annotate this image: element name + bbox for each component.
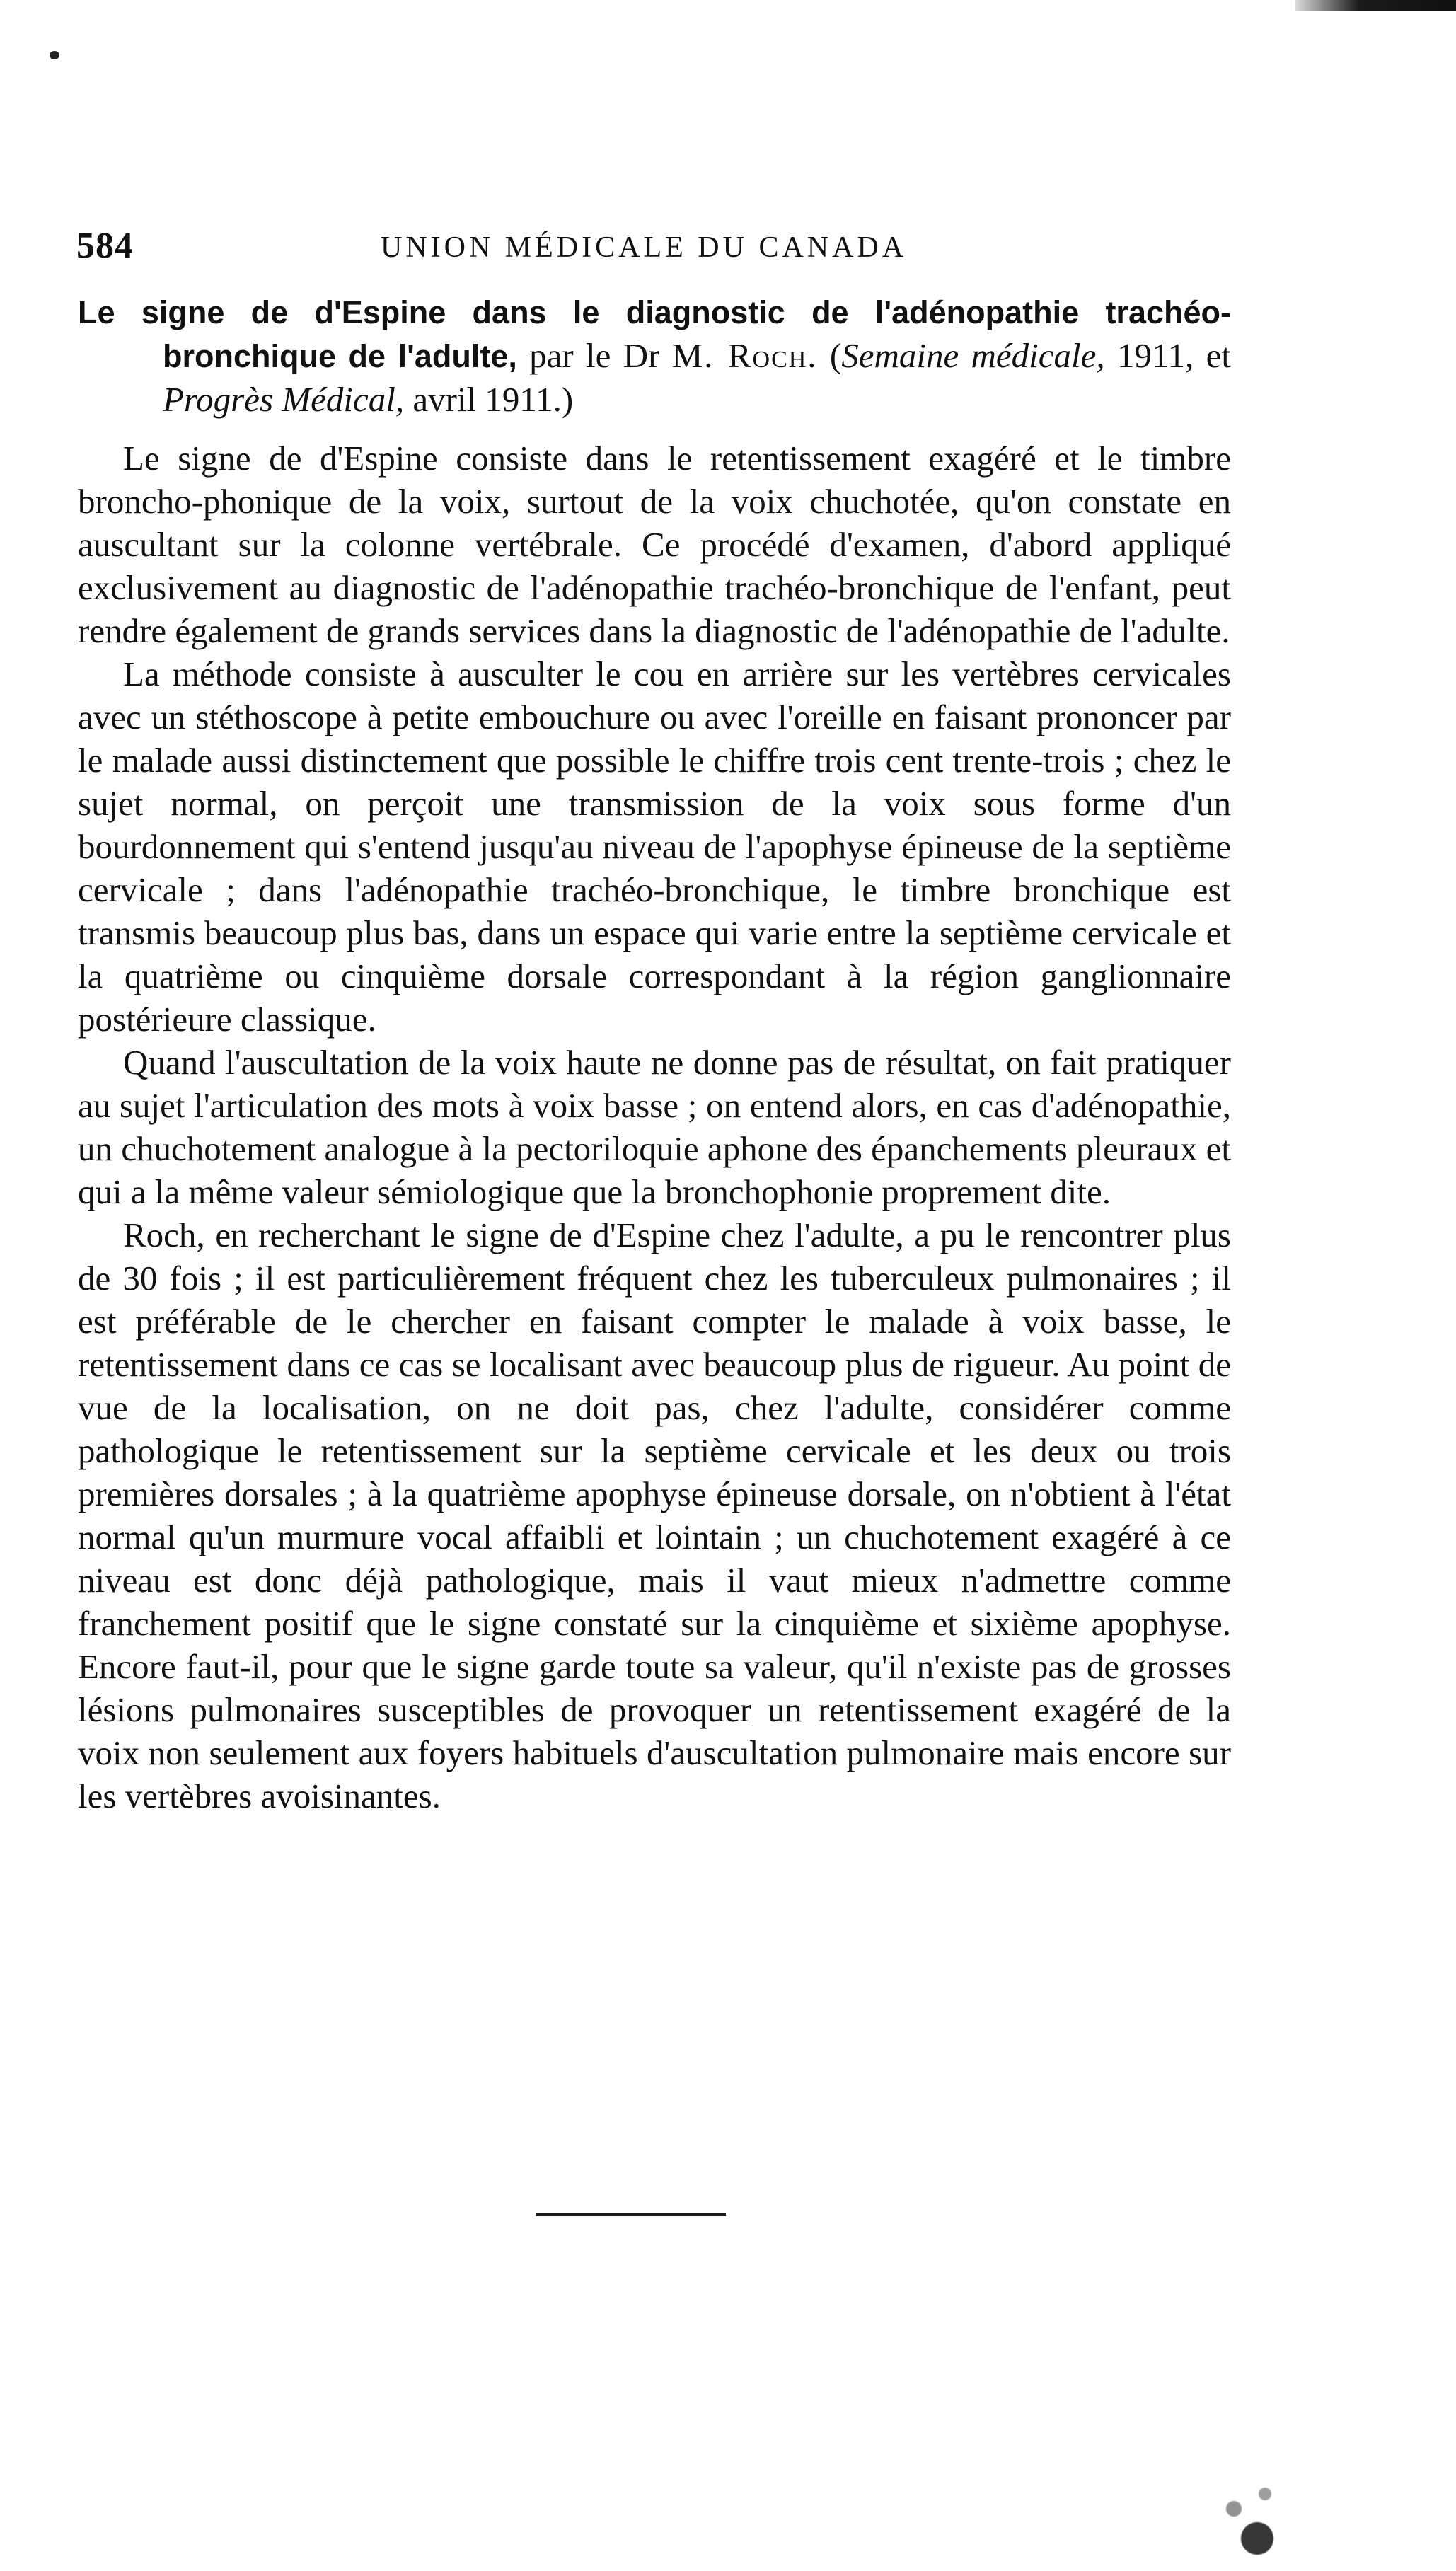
article — [78, 290, 1231, 1818]
source-journal-1: Semaine médicale, — [841, 336, 1105, 375]
paragraph-3: Quand l'auscultation de la voix haute ne donne pas de résultat, on fait pratiquer au sujet l'articulation des mots à voix basse ; on entend alors, en cas d'adénopathie, un chuchotement analogue à la pectoriloquie aphone des épanchements pleuraux et qui a la même valeur sémiologique que la bronchophonie proprement dite. — [78, 1043, 1231, 1211]
paragraph-4: Roch, en recherchant le signe de d'Espine chez l'adulte, a pu le rencontrer plus de 30 fois ; il est particulièrement fréquent chez les tuberculeux pulmonaires ; il est préférable de le chercher en faisant compter le malade à voix basse, le retentissement dans ce cas se localisant avec beaucoup plus de rigueur. Au point de vue de la localisation, on ne doit pas, chez l'adulte, considérer comme pathologique le retentissement sur la septième cervicale et les deux ou trois premières dorsales ; à la quatrième apophyse épineuse dorsale, on n'obtient à l'état normal qu'un murmure vocal affaibli et lointain ; un chuchotement exagéré à ce niveau est donc déjà pathologique, mais il vaut mieux n'admettre comme franchement positif que le signe constaté sur la cinquième et sixième apophyse. Encore faut-il, pour que le signe garde toute sa valeur, qu'il n'existe pas de grosses lésions pulmonaires susceptibles de provoquer un retentissement exagéré de la voix non seulement aux foyers habituels d'auscultation pulmonaire mais encore sur les vertèbres avoisinantes. — [78, 1215, 1231, 1815]
source-open-paren: ( — [829, 336, 842, 375]
end-of-article-rule — [536, 2213, 726, 2216]
scan-artifact-dot — [50, 51, 59, 59]
page-number: 584 — [76, 226, 134, 266]
source-date-2: avril 1911.) — [412, 380, 574, 419]
source-journal-2: Progrès Médical, — [163, 380, 405, 419]
article-byline: par le Dr — [529, 336, 660, 375]
running-head — [76, 225, 918, 275]
scan-artifact-top — [1295, 0, 1456, 11]
source-year-1: 1911, et — [1116, 336, 1232, 375]
article-author: M. Roch. — [671, 336, 818, 375]
paragraph-2: La méthode consiste à ausculter le cou en arrière sur les vertèbres cervicales avec un stéthoscope à petite embouchure ou avec l'oreille en faisant prononcer par le malade aussi distinctement que possible le chiffre trois cent trente-trois ; chez le sujet normal, on perçoit une transmission de la voix sous forme d'un bourdonnement qui s'entend jusqu'au niveau de l'apophyse épineuse de la septième cervicale ; dans l'adénopathie trachéo-bronchique, le timbre bronchique est transmis beaucoup plus bas, dans un espace qui varie entre la septième cervicale et la quatrième ou cinquième dorsale correspondant à la région ganglionnaire postérieure classique. — [78, 654, 1231, 1039]
article-title-text: Le signe de d'Espine dans le diagnostic de l'adénopathie trachéo-bronchique de l'adulte, — [78, 294, 1231, 374]
article-title — [78, 290, 1231, 421]
paragraph-1: Le signe de d'Espine consiste dans le retentissement exagéré et le timbre broncho-phonique de la voix, surtout de la voix chuchotée, qu'on constate en auscultant sur la colonne vertébrale. Ce procédé d'examen, d'abord appliqué exclusivement au diagnostic de l'adénopathie trachéo-bronchique de l'enfant, peut rendre également de grands services dans la diagnostic de l'adénopathie de l'adulte. — [78, 439, 1231, 650]
scan-artifact-corner — [1203, 2469, 1281, 2568]
journal-title: UNION MÉDICALE DU CANADA — [381, 231, 908, 264]
